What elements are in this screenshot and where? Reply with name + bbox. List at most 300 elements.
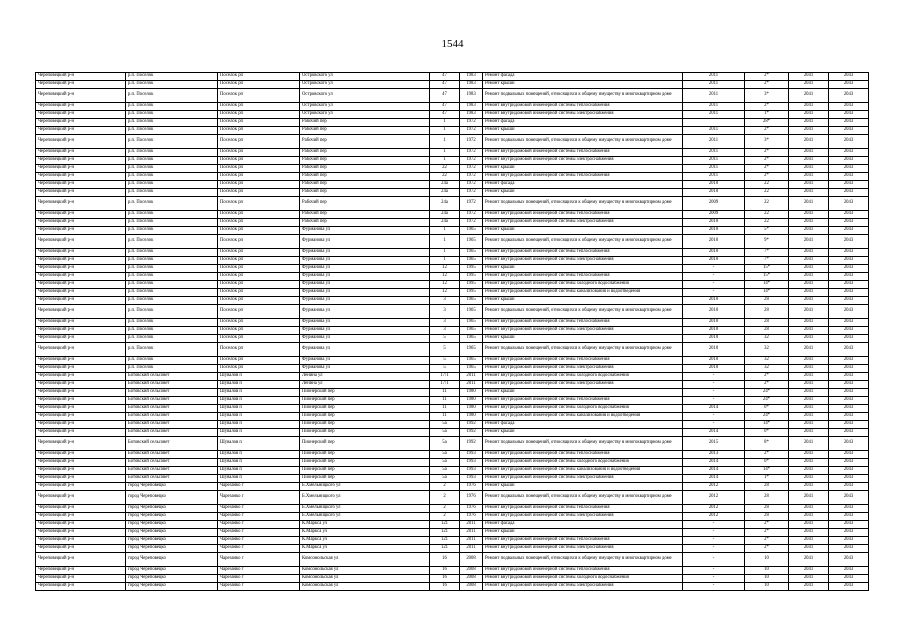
municipality-cell: город Череповецко xyxy=(126,483,218,491)
plan-start-cell: 2041 xyxy=(789,319,829,327)
house-number-cell: 24а xyxy=(430,189,460,197)
year-built-cell: 1993 xyxy=(460,475,483,483)
wear-cell: 22 xyxy=(745,197,789,211)
district-cell: Череповецкий р-н xyxy=(36,197,126,211)
plan-start-cell: 2041 xyxy=(789,513,829,521)
plan-start-cell: 2041 xyxy=(789,305,829,319)
plan-end-cell: 2043 xyxy=(829,575,869,583)
street-cell: Б.Хмельницкого ул xyxy=(300,483,430,491)
wear-cell: 15* xyxy=(745,265,789,273)
locality-cell: Чарезанко г xyxy=(218,567,300,575)
municipality-cell: город Череповецко xyxy=(126,537,218,545)
last-repair-year-cell: - xyxy=(683,583,745,591)
plan-end-cell: 2043 xyxy=(829,281,869,289)
work-type-cell: Ремонт крыши xyxy=(483,335,683,343)
last-repair-year-cell: - xyxy=(683,381,745,389)
plan-start-cell: 2041 xyxy=(789,521,829,529)
plan-end-cell: 2043 xyxy=(829,381,869,389)
plan-end-cell: 2043 xyxy=(829,405,869,413)
plan-start-cell: 2041 xyxy=(789,437,829,451)
street-cell: Пионерский пер xyxy=(300,421,430,429)
table-row xyxy=(36,235,869,249)
work-type-cell: Ремонт фасада xyxy=(483,421,683,429)
plan-end-cell: 2043 xyxy=(829,429,869,437)
district-cell: Череповецкий р-н xyxy=(36,211,126,219)
table-row xyxy=(36,257,869,265)
street-cell: Фурманова ул xyxy=(300,357,430,365)
plan-start-cell: 2041 xyxy=(789,413,829,421)
district-cell: Череповецкий р-н xyxy=(36,189,126,197)
locality-cell: Поселок рп xyxy=(218,297,300,305)
district-cell: Череповецкий р-н xyxy=(36,421,126,429)
last-repair-year-cell: 2014 xyxy=(683,429,745,437)
year-built-cell: 1980 xyxy=(460,413,483,421)
street-cell: Рабочий пер xyxy=(300,135,430,149)
work-type-cell: Ремонт фасада xyxy=(483,521,683,529)
street-cell: Фурманова ул xyxy=(300,305,430,319)
district-cell: Череповецкий р-н xyxy=(36,297,126,305)
municipality-cell: р.п. Поселок xyxy=(126,135,218,149)
work-type-cell: Ремонт внутридомовой инженерной системы электроснабжения xyxy=(483,583,683,591)
locality-cell: Поселок рп xyxy=(218,357,300,365)
plan-end-cell: 2043 xyxy=(829,119,869,127)
street-cell: Островского ул xyxy=(300,81,430,89)
locality-cell: Шувалов п xyxy=(218,475,300,483)
house-number-cell: 1 xyxy=(430,149,460,157)
house-number-cell: 1 xyxy=(430,227,460,235)
year-built-cell: 2011 xyxy=(460,521,483,529)
plan-start-cell: 2041 xyxy=(789,119,829,127)
last-repair-year-cell: - xyxy=(683,289,745,297)
plan-start-cell: 2041 xyxy=(789,135,829,149)
municipality-cell: р.п. Поселок xyxy=(126,281,218,289)
street-cell: Пионерский пер xyxy=(300,389,430,397)
house-number-cell: 12 xyxy=(430,281,460,289)
municipality-cell: р.п. Поселок xyxy=(126,365,218,373)
house-number-cell: 12 xyxy=(430,289,460,297)
house-number-cell: 11 xyxy=(430,413,460,421)
table-row xyxy=(36,459,869,467)
district-cell: Череповецкий р-н xyxy=(36,567,126,575)
year-built-cell: 1995 xyxy=(460,281,483,289)
house-number-cell: 16 xyxy=(430,553,460,567)
wear-cell: 2* xyxy=(745,149,789,157)
municipality-cell: р.п. Поселок xyxy=(126,249,218,257)
last-repair-year-cell: - xyxy=(683,265,745,273)
year-built-cell: 1995 xyxy=(460,265,483,273)
plan-end-cell: 2043 xyxy=(829,135,869,149)
wear-cell: 2* xyxy=(745,81,789,89)
municipality-cell: р.п. Поселок xyxy=(126,189,218,197)
last-repair-year-cell: 2010 xyxy=(683,189,745,197)
plan-start-cell: 2041 xyxy=(789,297,829,305)
street-cell: Фурманова ул xyxy=(300,319,430,327)
locality-cell: Чарезанко г xyxy=(218,513,300,521)
house-number-cell: 17/1 xyxy=(430,381,460,389)
house-number-cell: 5 xyxy=(430,335,460,343)
district-cell: Череповецкий р-н xyxy=(36,545,126,553)
house-number-cell: 12 xyxy=(430,273,460,281)
plan-end-cell: 2043 xyxy=(829,553,869,567)
table-row xyxy=(36,227,869,235)
year-built-cell: 1965 xyxy=(460,319,483,327)
last-repair-year-cell: - xyxy=(683,521,745,529)
table-row xyxy=(36,165,869,173)
wear-cell: 32 xyxy=(745,357,789,365)
district-cell: Череповецкий р-н xyxy=(36,343,126,357)
work-type-cell: Ремонт крыши xyxy=(483,265,683,273)
work-type-cell: Ремонт внутридомовой инженерной системы электроснабжения xyxy=(483,111,683,119)
wear-cell: 5* xyxy=(745,227,789,235)
locality-cell: Поселок рп xyxy=(218,157,300,165)
last-repair-year-cell: 2010 xyxy=(683,365,745,373)
plan-start-cell: 2041 xyxy=(789,537,829,545)
locality-cell: Чарезанко г xyxy=(218,505,300,513)
plan-end-cell: 2043 xyxy=(829,111,869,119)
house-number-cell: 1 xyxy=(430,127,460,135)
table-row xyxy=(36,421,869,429)
work-type-cell: Ремонт внутридомовой инженерной системы теплоснабжения xyxy=(483,149,683,157)
municipality-cell: Ботовский сельсовет xyxy=(126,467,218,475)
plan-end-cell: 2043 xyxy=(829,249,869,257)
municipality-cell: р.п. Поселок xyxy=(126,227,218,235)
plan-end-cell: 2043 xyxy=(829,343,869,357)
table-row xyxy=(36,389,869,397)
locality-cell: Поселок рп xyxy=(218,235,300,249)
locality-cell: Чарезанко г xyxy=(218,545,300,553)
street-cell: Рабочий пер xyxy=(300,219,430,227)
wear-cell: 2* xyxy=(745,127,789,135)
locality-cell: Чарезанко г xyxy=(218,553,300,567)
year-built-cell: 1972 xyxy=(460,173,483,181)
year-built-cell: 1965 xyxy=(460,227,483,235)
wear-cell: 0* xyxy=(745,459,789,467)
wear-cell: 2* xyxy=(745,103,789,111)
last-repair-year-cell: 2015 xyxy=(683,437,745,451)
municipality-cell: Ботовский сельсовет xyxy=(126,429,218,437)
plan-start-cell: 2041 xyxy=(789,529,829,537)
table-row xyxy=(36,405,869,413)
district-cell: Череповецкий р-н xyxy=(36,459,126,467)
locality-cell: Чарезанко г xyxy=(218,483,300,491)
district-cell: Череповецкий р-н xyxy=(36,475,126,483)
last-repair-year-cell: 2010 xyxy=(683,257,745,265)
house-number-cell: 47 xyxy=(430,81,460,89)
plan-start-cell: 2041 xyxy=(789,257,829,265)
work-type-cell: Ремонт фасада xyxy=(483,73,683,81)
district-cell: Череповецкий р-н xyxy=(36,235,126,249)
year-built-cell: 1965 xyxy=(460,343,483,357)
work-type-cell: Ремонт внутридомовой инженерной системы теплоснабжения xyxy=(483,173,683,181)
municipality-cell: р.п. Поселок xyxy=(126,73,218,81)
year-built-cell: 2011 xyxy=(460,537,483,545)
district-cell: Череповецкий р-н xyxy=(36,103,126,111)
house-number-cell: 24а xyxy=(430,211,460,219)
municipality-cell: р.п. Поселок xyxy=(126,149,218,157)
street-cell: Ленина ул xyxy=(300,373,430,381)
street-cell: К.Маркса ул xyxy=(300,537,430,545)
plan-end-cell: 2043 xyxy=(829,437,869,451)
district-cell: Череповецкий р-н xyxy=(36,405,126,413)
year-built-cell: 1976 xyxy=(460,513,483,521)
year-built-cell: 1972 xyxy=(460,181,483,189)
wear-cell: 24* xyxy=(745,413,789,421)
last-repair-year-cell: 2010 xyxy=(683,227,745,235)
wear-cell: 3* xyxy=(745,135,789,149)
table-row xyxy=(36,529,869,537)
district-cell: Череповецкий р-н xyxy=(36,505,126,513)
municipality-cell: город Череповецко xyxy=(126,545,218,553)
table-row xyxy=(36,181,869,189)
work-type-cell: Ремонт внутридомовой инженерной системы теплоснабжения xyxy=(483,249,683,257)
municipality-cell: р.п. Поселок xyxy=(126,343,218,357)
municipality-cell: город Череповецко xyxy=(126,521,218,529)
year-built-cell: 1972 xyxy=(460,211,483,219)
table-row xyxy=(36,575,869,583)
municipality-cell: р.п. Поселок xyxy=(126,119,218,127)
plan-end-cell: 2043 xyxy=(829,537,869,545)
district-cell: Череповецкий р-н xyxy=(36,413,126,421)
work-type-cell: Ремонт подвальных помещений, относящихся к общему имуществу в многоквартирном доме xyxy=(483,89,683,103)
locality-cell: Поселок рп xyxy=(218,305,300,319)
wear-cell: 14* xyxy=(745,289,789,297)
district-cell: Череповецкий р-н xyxy=(36,327,126,335)
wear-cell: 22 xyxy=(745,181,789,189)
district-cell: Череповецкий р-н xyxy=(36,521,126,529)
municipality-cell: р.п. Поселок xyxy=(126,257,218,265)
house-number-cell: 2 xyxy=(430,513,460,521)
municipality-cell: р.п. Поселок xyxy=(126,289,218,297)
plan-end-cell: 2043 xyxy=(829,357,869,365)
house-number-cell: 47 xyxy=(430,89,460,103)
table-row xyxy=(36,89,869,103)
street-cell: Ленина ул xyxy=(300,381,430,389)
work-type-cell: Ремонт внутридомовой инженерной системы электроснабжения xyxy=(483,157,683,165)
plan-end-cell: 2043 xyxy=(829,567,869,575)
wear-cell: 2* xyxy=(745,451,789,459)
last-repair-year-cell: 2012 xyxy=(683,513,745,521)
street-cell: Фурманова ул xyxy=(300,281,430,289)
wear-cell: 2* xyxy=(745,545,789,553)
house-number-cell: 47 xyxy=(430,111,460,119)
table-row xyxy=(36,197,869,211)
street-cell: Комсомольская ул xyxy=(300,583,430,591)
locality-cell: Шувалов п xyxy=(218,373,300,381)
plan-start-cell: 2041 xyxy=(789,103,829,111)
street-cell: Фурманова ул xyxy=(300,273,430,281)
table-row xyxy=(36,553,869,567)
house-number-cell: 121 xyxy=(430,545,460,553)
work-type-cell: Ремонт внутридомовой инженерной системы теплоснабжения xyxy=(483,505,683,513)
wear-cell: 32 xyxy=(745,365,789,373)
locality-cell: Поселок рп xyxy=(218,165,300,173)
house-number-cell: 5а xyxy=(430,429,460,437)
plan-end-cell: 2043 xyxy=(829,157,869,165)
year-built-cell: 1972 xyxy=(460,197,483,211)
house-number-cell: 1 xyxy=(430,119,460,127)
street-cell: Фурманова ул xyxy=(300,257,430,265)
plan-end-cell: 2043 xyxy=(829,389,869,397)
street-cell: Комсомольская ул xyxy=(300,575,430,583)
plan-start-cell: 2041 xyxy=(789,389,829,397)
municipality-cell: Ботовский сельсовет xyxy=(126,413,218,421)
work-type-cell: Ремонт подвальных помещений, относящихся к общему имуществу в многоквартирном доме xyxy=(483,437,683,451)
wear-cell: 10 xyxy=(745,553,789,567)
municipality-cell: р.п. Поселок xyxy=(126,157,218,165)
year-built-cell: 1995 xyxy=(460,289,483,297)
locality-cell: Чарезанко г xyxy=(218,491,300,505)
work-type-cell: Ремонт крыши xyxy=(483,127,683,135)
locality-cell: Поселок рп xyxy=(218,189,300,197)
last-repair-year-cell: 2014 xyxy=(683,467,745,475)
locality-cell: Поселок рп xyxy=(218,273,300,281)
year-built-cell: 1980 xyxy=(460,397,483,405)
last-repair-year-cell: - xyxy=(683,567,745,575)
street-cell: Островского ул xyxy=(300,73,430,81)
last-repair-year-cell: - xyxy=(683,273,745,281)
year-built-cell: 1983 xyxy=(460,73,483,81)
locality-cell: Шувалов п xyxy=(218,413,300,421)
plan-start-cell: 2041 xyxy=(789,211,829,219)
year-built-cell: 1993 xyxy=(460,467,483,475)
municipality-cell: город Череповецко xyxy=(126,567,218,575)
locality-cell: Поселок рп xyxy=(218,249,300,257)
table-row xyxy=(36,319,869,327)
plan-end-cell: 2043 xyxy=(829,165,869,173)
last-repair-year-cell: 2014 xyxy=(683,405,745,413)
district-cell: Череповецкий р-н xyxy=(36,483,126,491)
wear-cell: 14* xyxy=(745,421,789,429)
table-row xyxy=(36,513,869,521)
year-built-cell: 2008 xyxy=(460,553,483,567)
work-type-cell: Ремонт внутридомовой инженерной системы электроснабжения xyxy=(483,545,683,553)
table-row xyxy=(36,475,869,483)
municipality-cell: город Череповецко xyxy=(126,575,218,583)
locality-cell: Чарезанко г xyxy=(218,521,300,529)
year-built-cell: 1972 xyxy=(460,119,483,127)
house-number-cell: 11 xyxy=(430,397,460,405)
work-type-cell: Ремонт внутридомовой инженерной системы теплоснабжения xyxy=(483,567,683,575)
municipality-cell: р.п. Поселок xyxy=(126,327,218,335)
year-built-cell: 1993 xyxy=(460,459,483,467)
wear-cell: 1* xyxy=(745,475,789,483)
year-built-cell: 1983 xyxy=(460,103,483,111)
municipality-cell: р.п. Поселок xyxy=(126,297,218,305)
plan-start-cell: 2041 xyxy=(789,467,829,475)
year-built-cell: 1983 xyxy=(460,111,483,119)
locality-cell: Поселок рп xyxy=(218,103,300,111)
work-type-cell: Ремонт внутридомовой инженерной системы теплоснабжения xyxy=(483,273,683,281)
year-built-cell: 1983 xyxy=(460,89,483,103)
table-row xyxy=(36,413,869,421)
wear-cell: 28 xyxy=(745,297,789,305)
work-type-cell: Ремонт внутридомовой инженерной системы электроснабжения xyxy=(483,513,683,521)
year-built-cell: 1983 xyxy=(460,81,483,89)
district-cell: Череповецкий р-н xyxy=(36,89,126,103)
table-row xyxy=(36,73,869,81)
locality-cell: Поселок рп xyxy=(218,73,300,81)
street-cell: Пионерский пер xyxy=(300,475,430,483)
table-row xyxy=(36,381,869,389)
table-row xyxy=(36,537,869,545)
municipality-cell: Ботовский сельсовет xyxy=(126,451,218,459)
work-type-cell: Ремонт подвальных помещений, относящихся к общему имуществу в многоквартирном доме xyxy=(483,305,683,319)
house-number-cell: 22 xyxy=(430,165,460,173)
municipality-cell: р.п. Поселок xyxy=(126,103,218,111)
last-repair-year-cell: 2014 xyxy=(683,459,745,467)
municipality-cell: город Череповецко xyxy=(126,505,218,513)
plan-end-cell: 2043 xyxy=(829,297,869,305)
table-row xyxy=(36,189,869,197)
plan-end-cell: 2043 xyxy=(829,475,869,483)
work-type-cell: Ремонт внутридомовой инженерной системы электроснабжения xyxy=(483,327,683,335)
district-cell: Череповецкий р-н xyxy=(36,219,126,227)
district-cell: Череповецкий р-н xyxy=(36,73,126,81)
wear-cell: 0* xyxy=(745,405,789,413)
street-cell: Рабочий пер xyxy=(300,181,430,189)
plan-end-cell: 2043 xyxy=(829,197,869,211)
street-cell: Островского ул xyxy=(300,103,430,111)
plan-start-cell: 2041 xyxy=(789,157,829,165)
plan-end-cell: 2043 xyxy=(829,305,869,319)
plan-start-cell: 2041 xyxy=(789,327,829,335)
wear-cell: 28 xyxy=(745,513,789,521)
municipality-cell: р.п. Поселок xyxy=(126,235,218,249)
plan-start-cell: 2041 xyxy=(789,181,829,189)
district-cell: Череповецкий р-н xyxy=(36,119,126,127)
wear-cell: 3* xyxy=(745,89,789,103)
last-repair-year-cell: 2009 xyxy=(683,197,745,211)
last-repair-year-cell: 2010 xyxy=(683,327,745,335)
street-cell: Фурманова ул xyxy=(300,235,430,249)
plan-start-cell: 2041 xyxy=(789,149,829,157)
work-type-cell: Ремонт подвальных помещений, относящихся к общему имуществу в многоквартирном доме xyxy=(483,343,683,357)
street-cell: Рабочий пер xyxy=(300,127,430,135)
municipality-cell: р.п. Поселок xyxy=(126,197,218,211)
municipality-cell: р.п. Поселок xyxy=(126,111,218,119)
table-row xyxy=(36,505,869,513)
plan-start-cell: 2041 xyxy=(789,567,829,575)
plan-start-cell: 2041 xyxy=(789,265,829,273)
district-cell: Череповецкий р-н xyxy=(36,289,126,297)
house-number-cell: 3 xyxy=(430,297,460,305)
year-built-cell: 1965 xyxy=(460,297,483,305)
house-number-cell: 22 xyxy=(430,173,460,181)
house-number-cell: 1 xyxy=(430,235,460,249)
last-repair-year-cell: 2010 xyxy=(683,335,745,343)
wear-cell: 0* xyxy=(745,429,789,437)
year-built-cell: 1992 xyxy=(460,421,483,429)
locality-cell: Шувалов п xyxy=(218,381,300,389)
house-number-cell: 24а xyxy=(430,197,460,211)
last-repair-year-cell: 2012 xyxy=(683,491,745,505)
locality-cell: Поселок рп xyxy=(218,227,300,235)
street-cell: Пионерский пер xyxy=(300,437,430,451)
plan-end-cell: 2043 xyxy=(829,467,869,475)
locality-cell: Шувалов п xyxy=(218,421,300,429)
last-repair-year-cell: 2011 xyxy=(683,111,745,119)
district-cell: Череповецкий р-н xyxy=(36,467,126,475)
last-repair-year-cell: - xyxy=(683,413,745,421)
municipality-cell: Ботовский сельсовет xyxy=(126,381,218,389)
street-cell: Фурманова ул xyxy=(300,365,430,373)
plan-end-cell: 2043 xyxy=(829,373,869,381)
house-number-cell: 3 xyxy=(430,319,460,327)
plan-start-cell: 2041 xyxy=(789,545,829,553)
last-repair-year-cell: 2010 xyxy=(683,305,745,319)
plan-start-cell: 2041 xyxy=(789,421,829,429)
district-cell: Череповецкий р-н xyxy=(36,451,126,459)
